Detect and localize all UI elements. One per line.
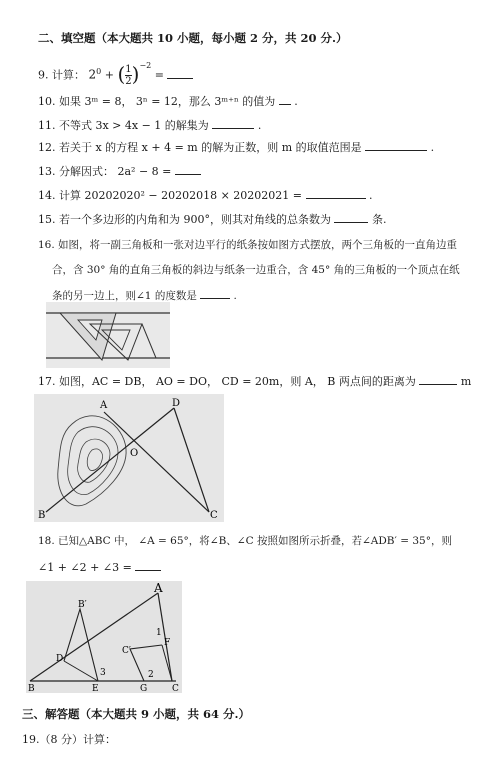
q17-text: 17. 如图，AC = DB， AO = DO， CD = 20m，则 A， B 两点间的距离为 — [38, 375, 416, 388]
q15-answer-blank[interactable] — [334, 212, 368, 223]
question-10 — [38, 94, 298, 109]
q16-line-1: 16. 如图，将一副三角板和一张对边平行的纸条按如图方式摆放，两个三角板的一直角边重 — [38, 239, 458, 251]
q11-answer-blank[interactable] — [212, 118, 254, 129]
fig17-label-d: D — [172, 398, 181, 409]
fig17-label-c: C — [210, 510, 218, 521]
q11-tail: . — [257, 119, 262, 132]
q16-answer-blank[interactable] — [200, 288, 230, 299]
figure-17-drawing — [34, 394, 224, 522]
q16-line-2: 合，含 30° 角的直角三角板的斜边与纸条一边重合，含 45° 角的三角板的一个顶点在纸 — [52, 264, 460, 276]
q17-unit: m — [460, 375, 472, 388]
q16-tail: . — [233, 290, 237, 302]
question-9 — [38, 60, 193, 87]
fig18-label-2: 2 — [148, 670, 154, 680]
fig18-label-a: A — [154, 581, 163, 595]
fig18-label-b-prime: B′ — [78, 600, 87, 610]
fig18-label-c-prime: C′ — [122, 646, 131, 656]
q16-line-3-text: 条的另一边上，则∠1 的度数是 — [52, 290, 197, 302]
fig17-label-o: O — [130, 448, 139, 459]
figure-17 — [34, 394, 224, 522]
q12-answer-blank[interactable] — [365, 140, 427, 151]
q14-tail: . — [369, 189, 373, 202]
question-12 — [38, 140, 434, 155]
question-14 — [38, 188, 373, 203]
q17-answer-blank[interactable] — [419, 374, 457, 385]
q10-text: 10. 如果 3ᵐ = 8， 3ⁿ = 12，那么 3ᵐ⁺ⁿ 的值为 — [38, 95, 276, 108]
q15-text: 15. 若一个多边形的内角和为 900°，则其对角线的总条数为 — [38, 213, 331, 226]
q16-line-3 — [52, 288, 237, 303]
fig18-label-e: E — [92, 684, 99, 693]
fig18-label-d: D — [56, 654, 64, 664]
q10-answer-blank[interactable] — [279, 94, 291, 105]
figure-16 — [46, 302, 170, 368]
q9-exp0: 0 — [96, 66, 102, 76]
q9-plus: + — [104, 68, 114, 82]
q18-line-2-text: ∠1 + ∠2 + ∠3 = — [38, 561, 132, 574]
q9-rparen: ) — [131, 61, 140, 86]
q15-tail: 条. — [371, 213, 387, 226]
q18-answer-blank[interactable] — [135, 560, 161, 571]
fig18-label-3: 3 — [100, 668, 106, 678]
fig18-label-1: 1 — [156, 628, 162, 638]
question-17 — [38, 374, 471, 389]
q10-tail: . — [294, 95, 298, 108]
q13-text: 13. 分解因式： 2a² − 8 = — [38, 165, 172, 178]
fig17-label-a: A — [100, 400, 108, 411]
q9-frac-den: 2 — [125, 76, 132, 87]
figure-16-drawing — [46, 302, 170, 368]
figure-18-drawing — [26, 581, 182, 693]
q9-lparen: ( — [117, 61, 126, 86]
q18-line-1: 18. 已知△ABC 中， ∠A = 65°，将∠B、∠C 按照如图所示折叠，若∠ADB′ = 35°，则 — [38, 535, 452, 547]
q9-frac-num: 1 — [125, 64, 132, 75]
question-11 — [38, 118, 261, 133]
fig18-label-b: B — [28, 684, 35, 693]
q9-fraction — [125, 64, 131, 87]
q9-neg-exp: −2 — [139, 60, 152, 70]
q9-equals: = — [154, 68, 164, 82]
section-2-title: 二、填空题（本大题共 10 小题，每小题 2 分，共 20 分.） — [38, 31, 348, 45]
q11-text: 11. 不等式 3x > 4x − 1 的解集为 — [38, 119, 209, 132]
q14-answer-blank[interactable] — [306, 188, 366, 199]
q9-base: 2 — [88, 67, 97, 82]
figure-18 — [26, 581, 182, 693]
question-13 — [38, 164, 201, 179]
question-15 — [38, 212, 386, 227]
fig17-label-b: B — [38, 510, 46, 521]
q12-text: 12. 若关于 x 的方程 x + 4 = m 的解为正数，则 m 的取值范围是 — [38, 141, 362, 154]
q9-number: 9. — [38, 68, 49, 82]
q14-text: 14. 计算 20202020² − 20202018 × 20202021 = — [38, 189, 302, 202]
q13-answer-blank[interactable] — [175, 164, 201, 175]
q9-prefix: 计算： — [52, 68, 85, 82]
fig18-label-g: G — [140, 684, 148, 693]
fig18-label-f: F — [164, 638, 171, 648]
fig18-label-c: C — [172, 684, 179, 693]
section-3-title: 三、解答题（本大题共 9 小题，共 64 分.） — [22, 707, 251, 721]
q9-answer-blank[interactable] — [167, 68, 193, 79]
q18-line-2 — [38, 560, 161, 575]
question-19: 19.（8 分）计算： — [22, 733, 116, 746]
q12-tail: . — [430, 141, 435, 154]
